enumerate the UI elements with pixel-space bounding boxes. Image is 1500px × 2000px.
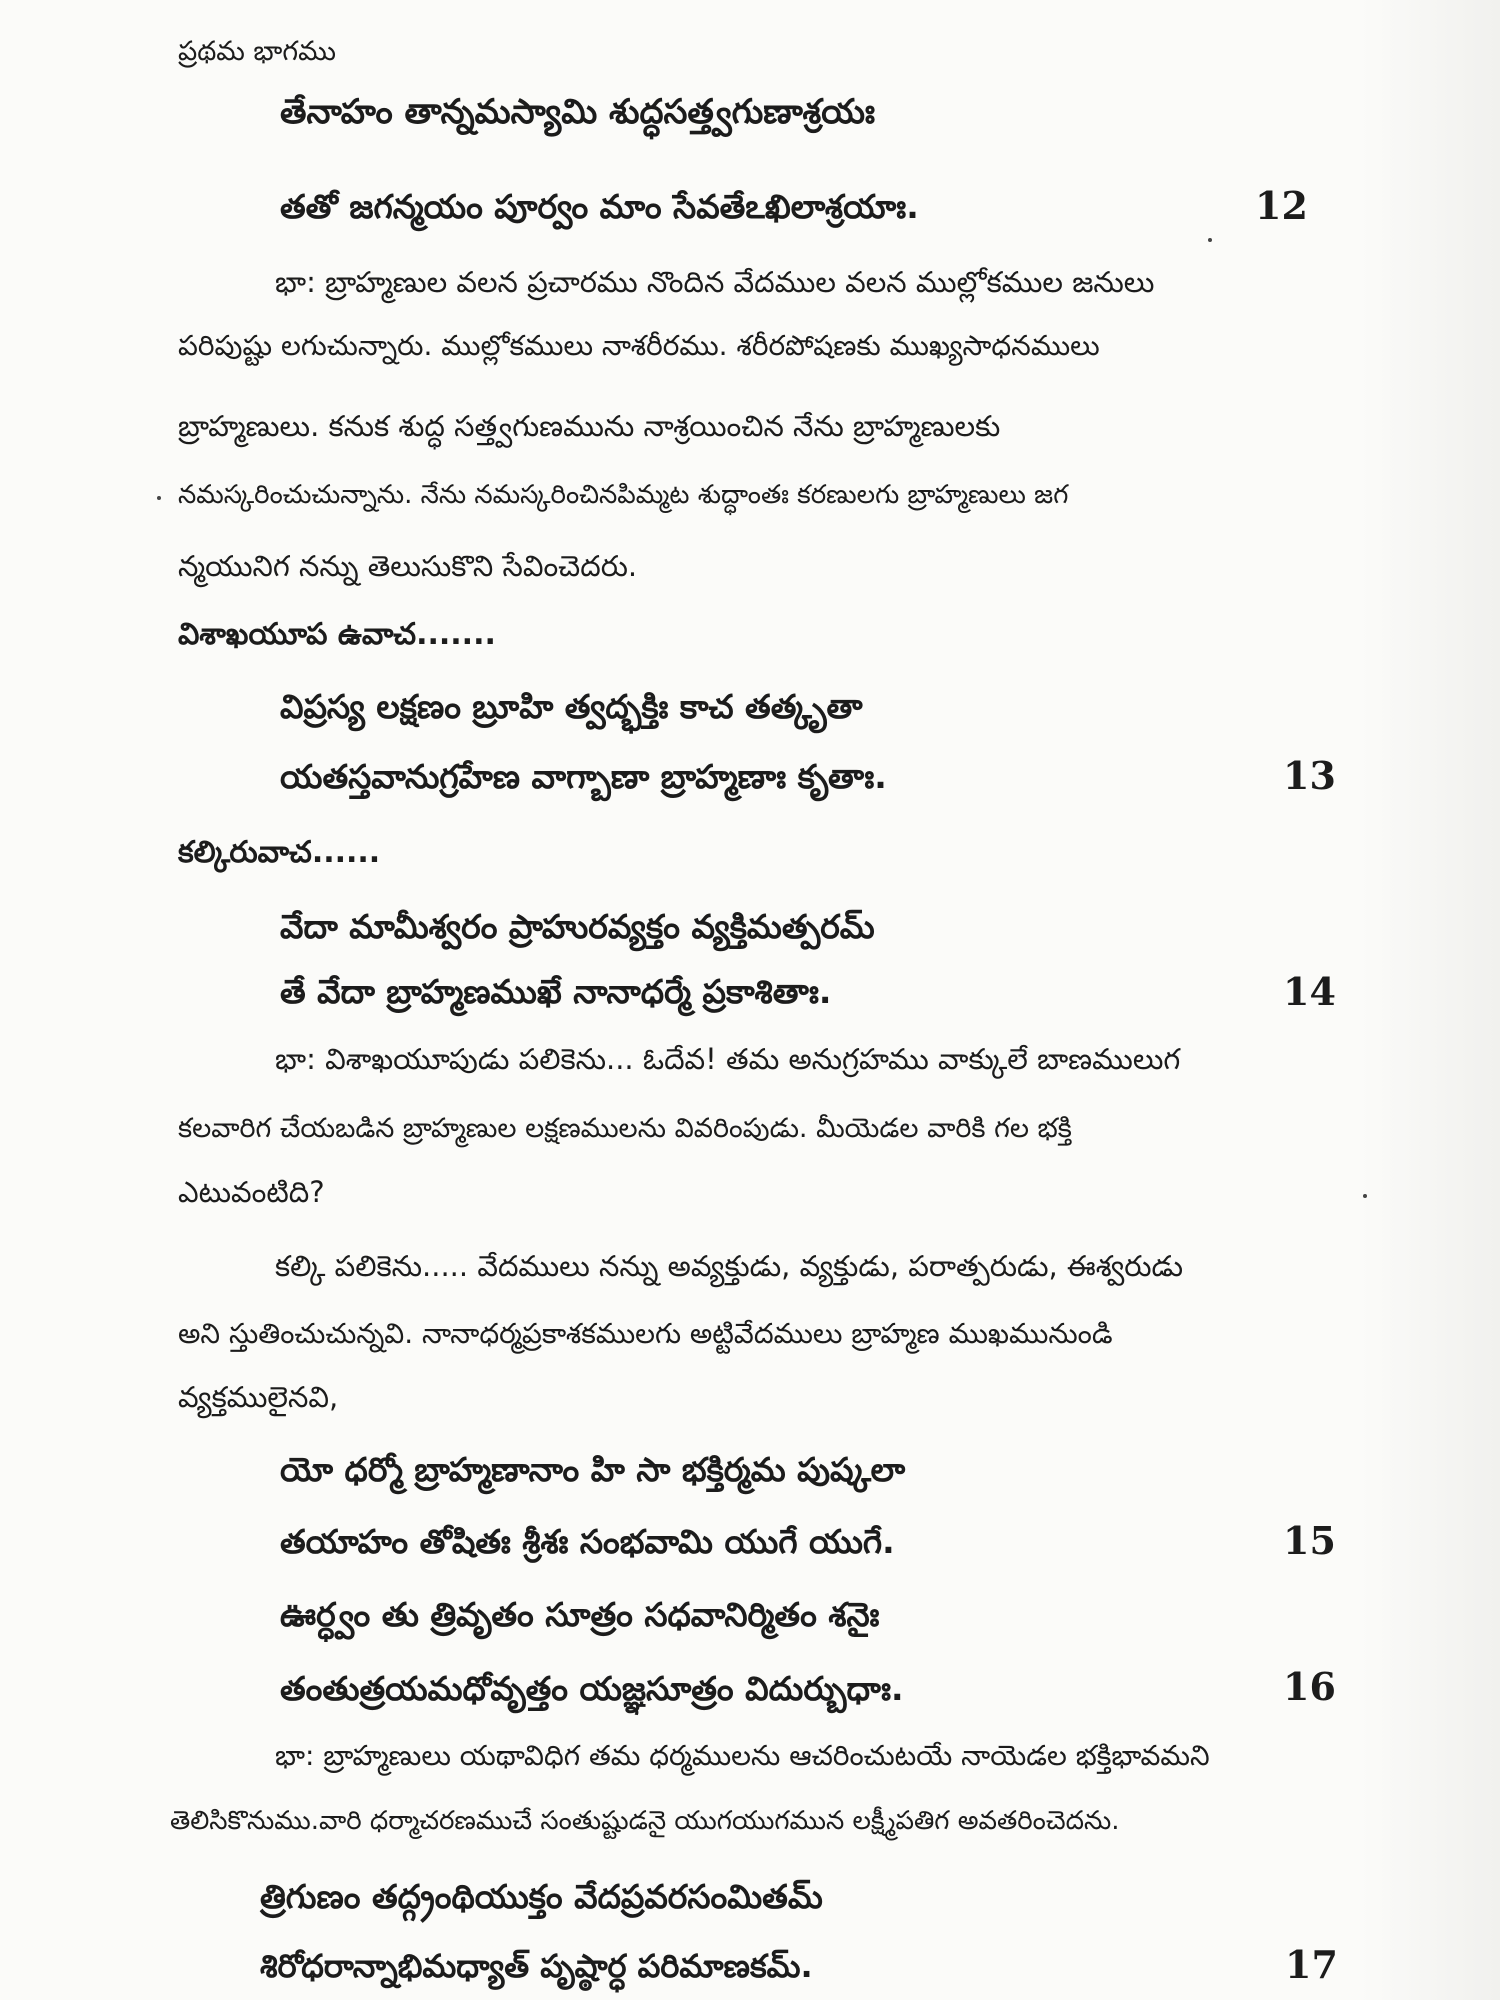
- commentary-1-line-2: పరిపుష్టు లగుచున్నారు. ముల్లోకములు నాశరీరము. శరీరపోషణకు ముఖ్యసాధనములు: [178, 329, 1100, 362]
- commentary-2-line-3: ఎటువంటిది?: [178, 1175, 325, 1209]
- commentary-2-line-1: భా: విశాఖయూపుడు పలికెను... ఓదేవ! తమ అనుగ్రహము వాక్కులే బాణములుగ: [275, 1042, 1181, 1076]
- verse-13-line-1: విప్రస్య లక్షణం బ్రూహి త్వద్భక్తిః కాచ తత్కృతా: [280, 687, 863, 726]
- speaker-kalki: కల్కిరువాచ......: [178, 835, 381, 870]
- scan-speck: [157, 496, 161, 500]
- verse-15-line-2: తయాహం తోషితః శ్రీశః సంభవామి యుగే యుగే.: [280, 1522, 895, 1561]
- scan-speck: [1208, 238, 1212, 242]
- scan-speck: [1363, 1194, 1367, 1198]
- commentary-2-line-2: కలవారిగ చేయబడిన బ్రాహ్మణుల లక్షణములను వివరింపుడు. మీయెడల వారికి గల భక్తి: [178, 1113, 1072, 1144]
- verse-13-line-2: యతస్తవానుగ్రహేణ వాగ్బాణా బ్రాహ్మణాః కృతాః.: [280, 757, 887, 796]
- verse-number-12: 12: [1255, 183, 1308, 228]
- verse-16-line-2: తంతుత్రయమధోవృత్తం యజ్ఞసూత్రం విదుర్బుధాః.: [280, 1669, 904, 1708]
- commentary-1-line-1: భా: బ్రాహ్మణుల వలన ప్రచారము నొందిన వేదముల వలన ముల్లోకముల జనులు: [275, 265, 1155, 299]
- verse-12-line-1: తేనాహం తాన్నమస్యామి శుద్ధసత్త్వగుణాశ్రయః: [280, 92, 876, 132]
- commentary-4-line-1: భా: బ్రాహ్మణులు యథావిధిగ తమ ధర్మములను ఆచరించుటయే నాయెడల భక్తిభావమని: [275, 1739, 1210, 1772]
- verse-16-line-1: ఊర్ధ్వం తు త్రివృతం సూత్రం సధవానిర్మితం శనైః: [280, 1595, 880, 1634]
- bleed-through-shadow: [1360, 0, 1500, 2000]
- commentary-1-line-4: నమస్కరించుచున్నాను. నేను నమస్కరించినపిమ్మట శుద్ధాంతః కరణులగు బ్రాహ్మణులు జగ: [178, 480, 1069, 510]
- commentary-3-line-2: అని స్తుతించుచున్నవి. నానాధర్మప్రకాశకములగు అట్టివేదములు బ్రాహ్మణ ముఖమునుండి: [178, 1317, 1113, 1350]
- speaker-visakhayupa: విశాఖయూప ఉవాచ.......: [178, 617, 496, 652]
- verse-17-line-2: శిరోధరాన్నాభిమధ్యాత్ పృష్ఠార్ధ పరిమాణకమ్.: [260, 1947, 813, 1985]
- verse-number-14: 14: [1283, 969, 1336, 1014]
- verse-number-17: 17: [1285, 1942, 1338, 1987]
- verse-14-line-2: తే వేదా బ్రాహ్మణముఖే నానాధర్మే ప్రకాశితాః.: [280, 972, 832, 1011]
- verse-number-13: 13: [1283, 753, 1336, 798]
- verse-17-line-1: త్రిగుణం తద్గ్రంథియుక్తం వేదప్రవరసంమితమ్: [260, 1877, 823, 1916]
- page-header: ప్రథమ భాగము: [178, 36, 337, 67]
- verse-number-15: 15: [1283, 1518, 1336, 1563]
- commentary-4-line-2: తెలిసికొనుము.వారి ధర్మాచరణముచే సంతుష్టుడనై యుగయుగమున లక్ష్మీపతిగ అవతరించెదను.: [170, 1806, 1120, 1836]
- verse-number-16: 16: [1283, 1664, 1336, 1709]
- verse-14-line-1: వేదా మామీశ్వరం ప్రాహురవ్యక్తం వ్యక్తిమత్పరమ్: [280, 907, 875, 946]
- commentary-3-line-3: వ్యక్తములైనవి,: [178, 1380, 339, 1414]
- commentary-3-line-1: కల్కి పలికెను..... వేదములు నన్ను అవ్యక్తుడు, వ్యక్తుడు, పరాత్పరుడు, ఈశ్వరుడు: [275, 1249, 1184, 1283]
- verse-12-line-2: తతో జగన్మయం పూర్వం మాం సేవతేఽఖిలాశ్రయాః.: [280, 187, 919, 226]
- commentary-1-line-3: బ్రాహ్మణులు. కనుక శుద్ధ సత్త్వగుణమును నాశ్రయించిన నేను బ్రాహ్మణులకు: [178, 409, 1001, 443]
- verse-15-line-1: యో ధర్మో బ్రాహ్మణానాం హి సా భక్తిర్మమ పుష్కలా: [280, 1450, 906, 1489]
- commentary-1-line-5: న్మయునిగ నన్ను తెలుసుకొని సేవించెదరు.: [178, 549, 638, 583]
